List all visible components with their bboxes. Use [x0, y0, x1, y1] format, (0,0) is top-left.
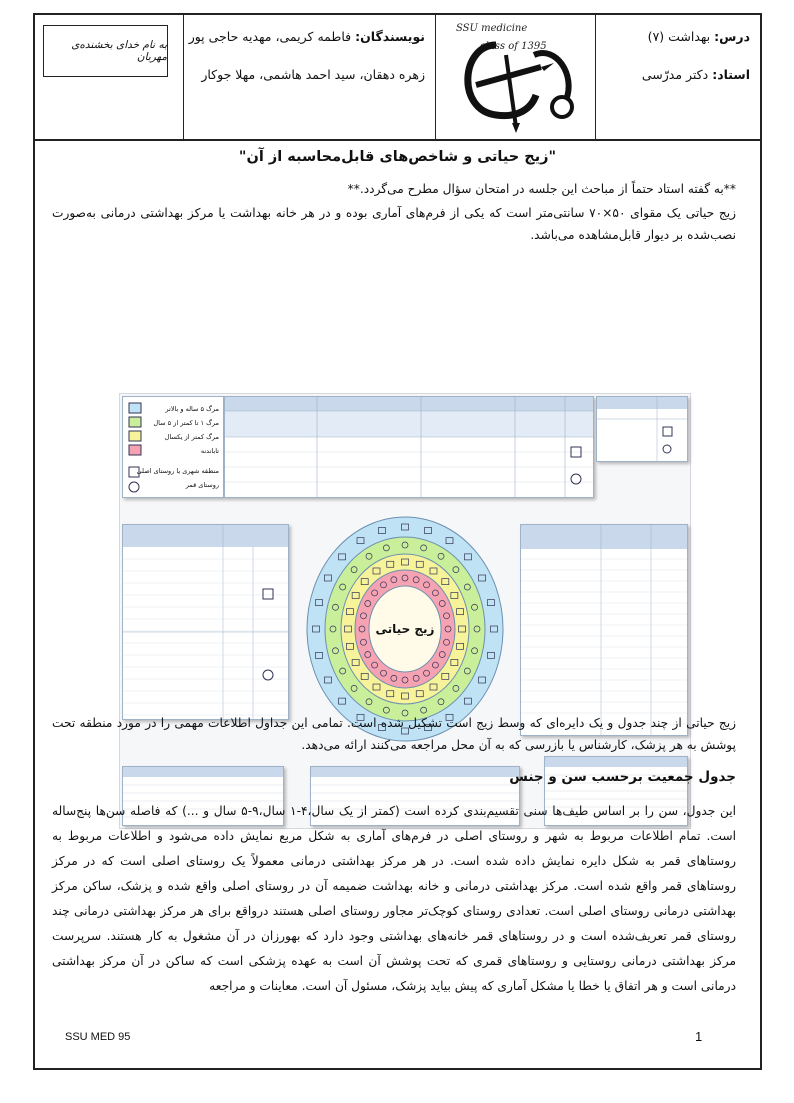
teacher-label: استاد: — [712, 67, 750, 82]
page-number: 1 — [695, 1029, 703, 1044]
page-title: "زیج حیاتی و شاخص‌های قابل‌محاسبه از آن" — [238, 149, 557, 165]
exam-note: **به گفته استاد حتماً از مباحث این جلسه در امتحان سؤال مطرح می‌گردد.** — [347, 182, 736, 196]
top-statistics-table — [224, 396, 594, 498]
course-value: بهداشت (۷) — [647, 29, 711, 44]
basmala-cell — [35, 15, 183, 139]
course-label: درس: — [714, 29, 750, 44]
logo-cell — [435, 15, 595, 139]
authors-names-1: فاطمه کریمی، مهدیه حاجی پور — [188, 29, 352, 44]
legend-item: منطقه شهری یا روستای اصلی — [136, 467, 219, 475]
paragraph-description: زیج حیاتی از چند جدول و یک دایره‌ای که وسط زیج است تشکیل شده است. تمامی این جداول اطلاعات مهمی را در مورد منطقه تحت پوشش به هر پزشک، کارشناس یا بازرسی که به آن محل مراجعه می‌کنند ارائه می‌دهد. — [52, 716, 736, 752]
vital-horoscope-wheel — [305, 514, 505, 744]
table-grid — [123, 525, 288, 719]
legend-item: مرگ ۵ ساله و بالاتر — [165, 405, 219, 413]
course-line — [648, 29, 750, 44]
legend-text — [137, 402, 219, 492]
top-right-table — [596, 396, 688, 462]
left-middle-table — [122, 524, 289, 720]
logo-text-2: class of 1395 — [480, 41, 547, 52]
legend-item: روستای قمر — [185, 481, 219, 489]
logo-text-1: SSU medicine — [456, 23, 528, 34]
document-header — [35, 15, 760, 141]
vital-horoscope-figure — [119, 393, 691, 829]
teacher-line — [642, 67, 750, 82]
basmala-box: به نام خدای بخشنده‌ی مهربان — [43, 25, 168, 77]
footer-course-code: SSU MED 95 — [65, 1031, 131, 1043]
authors-line-2: زهره دهقان، سید احمد هاشمی، مهلا جوکار — [201, 67, 425, 82]
page-frame — [33, 13, 762, 1070]
legend-panel — [122, 396, 224, 498]
authors-line-1 — [189, 29, 425, 44]
teacher-value: دکتر مدرّسی — [641, 67, 709, 82]
course-info-cell — [595, 15, 760, 139]
paragraph-age-table: این جدول، سن را بر اساس طیف‌ها سنی تقسیم‌بندی کرده است (کمتر از یک سال،۴-۱ سال،۹-۵ سال و ...) که فاصله سن‌ها پنج‌ساله است. تمام اطلاعات مربوط به شهر و روستای اصلی در فرم‌های آماری به شکل مربع نمایش داده می‌شود و اطلاعات مربوط به روستاهای قمر به شکل دایره نمایش داده شده است. در هر مرکز بهداشتی درمانی معمولاً یک روستای اصلی است که در مرکز روستاهای قمر واقع شده است. مرکز بهداشتی درمانی و خانه بهداشت ضمیمه آن در روستای اصلی واقع شده و پزشک، ساکن مرکز بهداشتی درمانی روستای اصلی است. تعدادی روستای کوچک‌تر مجاور روستای اصلی هستند درواقع برای هر مرکز بهداشتی درمانی چند روستای قمر تعریف‌شده است و در روستاهای قمر خانه‌های بهداشتی وجود دارد که بهورزان در آن مشغول به کار هستند. سرپرست مرکز بهداشتی درمانی روستایی و روستاهای قمری که تحت پوشش آن است به عهده پزشکی است که ساکن در آن مرکز بهداشتی درمانی است و هر اتفاق یا خطا یا مشکل آماری که پیش بیاید پزشک، مسئول آن است. معاینات و مراجعه — [52, 804, 736, 993]
legend-item: مرگ ۱ تا کمتر از ۵ سال — [153, 419, 219, 427]
wheel-center-label: زیج حیاتی — [375, 622, 435, 636]
section-heading: جدول جمعیت برحسب سن و جنس — [509, 769, 736, 785]
paragraph-intro: زیج حیاتی یک مقوای ۵۰×۷۰ سانتی‌متر است که یکی از فرم‌های آماری بوده و در هر خانه بهداشت یا مرکز بهداشتی درمانی به‌صورت نصب‌شده بر دیوار قابل‌مشاهده می‌باشد. — [52, 206, 736, 242]
legend-item: تاباندنه — [200, 447, 219, 455]
table-grid — [521, 525, 687, 735]
authors-label: نویسندگان: — [355, 29, 425, 44]
right-middle-table — [520, 524, 688, 736]
table-grid — [225, 397, 593, 497]
table-grid — [597, 397, 687, 461]
ssu-medicine-logo — [436, 15, 594, 137]
authors-cell — [183, 15, 435, 139]
legend-item: مرگ کمتر از یکسال — [164, 433, 219, 441]
